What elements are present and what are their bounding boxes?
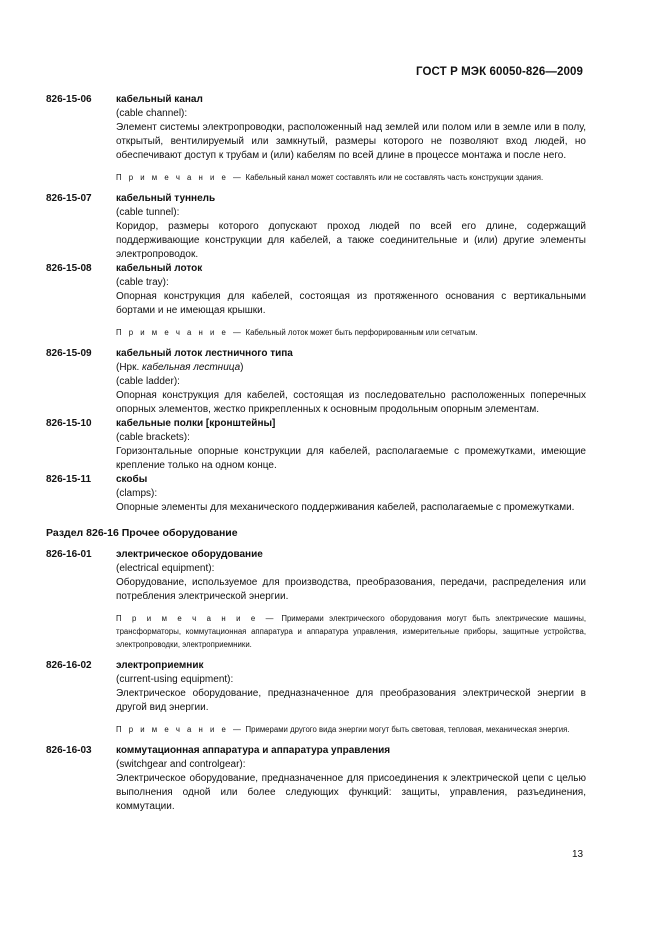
term-synonym (116, 361, 586, 375)
syn-italic: кабельная лестница (142, 362, 241, 373)
term-title: кабельный лоток (116, 263, 203, 274)
note-label: П р и м е ч а н и е — (116, 328, 244, 337)
term-title: электроприемник (116, 660, 204, 671)
term-entry (46, 347, 586, 417)
term-body (116, 548, 586, 659)
term-body (116, 262, 586, 347)
term-number: 826-16-03 (46, 745, 92, 756)
term-english: (cable ladder): (116, 376, 180, 387)
term-title: коммутационная аппаратура и аппаратура управления (116, 745, 391, 756)
term-number: 826-15-08 (46, 263, 92, 274)
term-body (116, 473, 586, 515)
term-definition: Коридор, размеры которого допускают проход людей по всей его длине, содержащий поддерживающие конструкции для кабелей, а также соединительные и (или) другие элементы электропроводок. (116, 221, 586, 260)
term-title: кабельный туннель (116, 193, 216, 204)
term-number: 826-15-09 (46, 348, 92, 359)
term-title: кабельный канал (116, 94, 203, 105)
term-entry (46, 659, 586, 744)
term-definition: Элемент системы электропроводки, расположенный над землей или полом или в земле или в полу, открытый, вентилируемый или замкнутый, размеры которого не позволяют вход людей, но обеспечивают доступ к трубам и (или) кабелям по всей длине в процессе монтажа и после него. (116, 122, 586, 161)
term-english: (cable brackets): (116, 432, 190, 443)
term-definition: Горизонтальные опорные конструкции для кабелей, располагаемые с промежутками, имеющие крепление только на одном конце. (116, 446, 586, 471)
page-content (46, 93, 586, 814)
term-entry (46, 473, 586, 515)
document-header: ГОСТ Р МЭК 60050-826—2009 (416, 66, 583, 78)
term-number: 826-16-02 (46, 660, 92, 671)
term-note (116, 612, 586, 651)
term-definition: Опорные элементы для механического поддерживания кабелей, располагаемые с промежутками. (116, 502, 575, 513)
term-body (116, 347, 586, 417)
page-number: 13 (572, 849, 584, 860)
section-heading: Раздел 826-16 Прочее оборудование (46, 527, 238, 539)
note-text: Примерами другого вида энергии могут быть световая, тепловая, механическая энергия. (245, 725, 570, 734)
term-title: кабельные полки [кронштейны] (116, 418, 276, 429)
note-label: П р и м е ч а н и е — (116, 614, 276, 623)
term-definition: Электрическое оборудование, предназначенное для преобразования электрической энергии в другой вид энергии. (116, 688, 586, 713)
term-number: 826-15-06 (46, 94, 92, 105)
term-entry (46, 744, 586, 814)
term-note (116, 171, 586, 184)
term-body (116, 93, 586, 192)
term-english: (cable tray): (116, 277, 169, 288)
term-body (116, 417, 586, 473)
term-definition: Опорная конструкция для кабелей, состоящая из последовательно расположенных поперечных опорных элементов, жестко прикрепленных к основным продольным опорным элементам. (116, 390, 586, 415)
term-title: скобы (116, 474, 148, 485)
term-english: (cable tunnel): (116, 207, 180, 218)
term-definition: Опорная конструкция для кабелей, состоящая из протяженного основания с вертикальными бортами и не имеющая крышки. (116, 291, 586, 316)
note-text: Кабельный лоток может быть перфорированным или сетчатым. (245, 328, 478, 337)
term-entry (46, 93, 586, 192)
term-definition: Оборудование, используемое для производства, преобразования, передачи, распределения или потребления электрической энергии. (116, 577, 586, 602)
syn-suffix: ) (240, 362, 244, 373)
note-label: П р и м е ч а н и е — (116, 173, 244, 182)
term-english: (current-using equipment): (116, 674, 234, 685)
term-entry (46, 417, 586, 473)
term-english: (electrical equipment): (116, 563, 215, 574)
term-entry (46, 192, 586, 262)
term-entry (46, 548, 586, 659)
term-number: 826-15-11 (46, 474, 92, 485)
term-english: (switchgear and controlgear): (116, 759, 246, 770)
term-english: (cable channel): (116, 108, 188, 119)
note-text: Кабельный канал может составлять или не составлять часть конструкции здания. (245, 173, 544, 182)
term-title: электрическое оборудование (116, 549, 263, 560)
term-number: 826-15-07 (46, 193, 92, 204)
term-title: кабельный лоток лестничного типа (116, 348, 293, 359)
term-number: 826-16-01 (46, 549, 92, 560)
term-definition: Электрическое оборудование, предназначенное для присоединения к электрической цепи с целью выполнения одной или более следующих функций: защиты, управления, разъединения, коммутации. (116, 773, 586, 812)
note-label: П р и м е ч а н и е — (116, 725, 244, 734)
term-body (116, 192, 586, 262)
term-number: 826-15-10 (46, 418, 92, 429)
term-note (116, 723, 586, 736)
note-text: Примерами электрического оборудования могут быть электрические машины, трансформаторы, коммутационная аппаратура и аппаратура управления, измерительные приборы, защитные устройства, электропроводки, электроприемники. (116, 614, 587, 649)
term-body (116, 659, 586, 744)
term-body (116, 744, 586, 814)
term-english: (clamps): (116, 488, 158, 499)
syn-prefix: (Нрк. (116, 362, 143, 373)
term-note (116, 326, 586, 339)
term-entry (46, 262, 586, 347)
